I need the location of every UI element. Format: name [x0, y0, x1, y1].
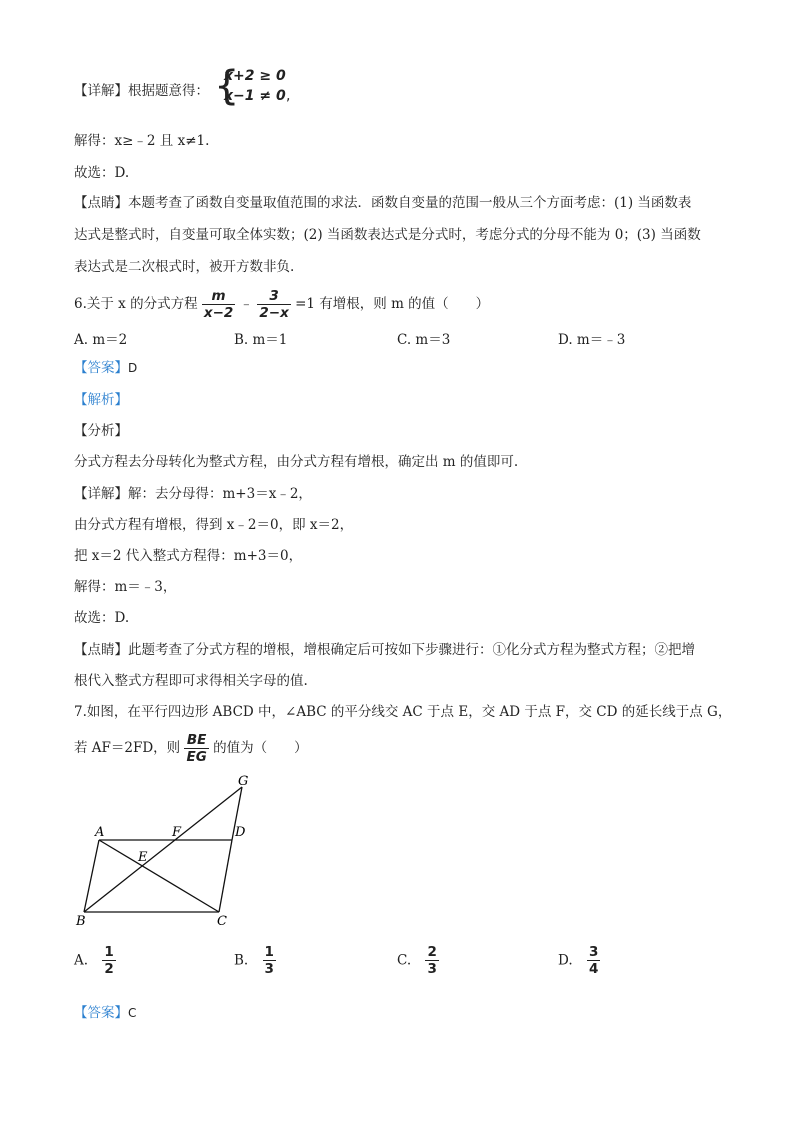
q5-comment-line-3: 表达式是二次根式时，被开方数非负. — [74, 259, 295, 275]
option-fraction — [587, 944, 600, 977]
frac-denominator: EG — [186, 749, 207, 765]
frac-numerator: m — [202, 288, 235, 305]
answer-tag: 【答案】 — [74, 360, 128, 376]
frac-denominator: 3 — [427, 961, 437, 977]
q6-comment-line-1 — [74, 641, 695, 659]
label-g: G — [238, 774, 249, 789]
detail-tag: 【详解】 — [74, 83, 128, 99]
q6-fenxi-tag: 【分析】 — [74, 423, 128, 439]
frac-denominator: 2 — [104, 961, 114, 977]
q6-fraction-2 — [257, 288, 290, 321]
q7-stem-pre: 若 AF＝2FD，则 — [74, 740, 181, 756]
frac-denominator: x−2 — [203, 305, 234, 321]
system-brace: { — [214, 63, 240, 109]
q7-option-b — [234, 944, 276, 977]
q6-stem-post: =1 有增根，则 m 的值（ ） — [295, 296, 490, 312]
segment-dc — [219, 840, 232, 912]
comment-tag: 【点睛】 — [74, 195, 128, 211]
label-a: A — [95, 825, 105, 840]
option-fraction — [102, 944, 115, 977]
q6-option-d: D. m＝﹣3 — [558, 332, 626, 348]
frac-numerator: 1 — [264, 944, 274, 960]
segment-dg — [232, 787, 242, 840]
segment-ac — [99, 840, 219, 912]
label-f: F — [172, 825, 182, 840]
q6-comment-line-2: 根代入整式方程即可求得相关字母的值. — [74, 673, 308, 689]
q6-detail-line-3: 把 x＝2 代入整式方程得：m+3＝0， — [74, 548, 303, 564]
q7-option-d — [558, 944, 600, 977]
comment-tag: 【点睛】 — [74, 642, 128, 658]
frac-denominator: 3 — [264, 961, 274, 977]
label-c: C — [217, 914, 227, 929]
label-e: E — [138, 850, 148, 865]
q6-option-b: B. m＝1 — [234, 332, 288, 348]
q7-option-c — [397, 944, 439, 977]
frac-numerator: 3 — [588, 944, 599, 960]
q7-stem-line-2 — [74, 732, 308, 765]
frac-numerator: 3 — [257, 288, 290, 305]
q6-minus: ﹣ — [239, 296, 254, 312]
system-line-1: x+2 ≥ 0 — [224, 68, 286, 84]
q7-fraction — [184, 732, 208, 765]
q5-comment-line-1 — [74, 194, 691, 212]
q5-choose: 故选：D. — [74, 165, 130, 181]
q6-detail-line-4: 解得：m＝﹣3， — [74, 579, 177, 595]
segment-bg — [84, 787, 242, 912]
option-fraction — [263, 944, 276, 977]
option-letter: D. — [558, 952, 573, 969]
q5-comment-line-2: 达式是整式时，自变量可取全体实数；(2) 当函数表达式是分式时，考虑分式的分母不能为 0；(3) 当函数 — [74, 227, 701, 243]
q5-solve: 解得：x≥﹣2 且 x≠1. — [74, 133, 210, 149]
frac-numerator: 1 — [104, 944, 114, 960]
frac-denominator: 2−x — [259, 305, 289, 321]
option-letter: B. — [234, 952, 249, 969]
answer-value: D — [128, 361, 138, 375]
q6-stem-pre: 6.关于 x 的分式方程 — [74, 296, 198, 312]
q6-option-a: A. m＝2 — [74, 332, 128, 348]
q6-fraction-1 — [202, 288, 235, 321]
answer-tag: 【答案】 — [74, 1005, 128, 1021]
q5-detail-line — [74, 82, 209, 100]
option-fraction — [425, 944, 438, 977]
q7-stem-line-1: 7.如图，在平行四边形 ABCD 中，∠ABC 的平分线交 AC 于点 E，交 AD 于点 F，交 CD 的延长线于点 G， — [74, 704, 732, 720]
segment-ab — [84, 840, 99, 912]
frac-numerator: BE — [184, 732, 208, 749]
detail-text: 根据题意得： — [128, 83, 209, 99]
answer-value: C — [128, 1006, 137, 1020]
option-letter: A. — [74, 952, 89, 969]
label-b: B — [76, 914, 86, 929]
comment-text: 本题考查了函数自变量取值范围的求法．函数自变量的范围一般从三个方面考虑：(1) 当函数表 — [128, 195, 692, 211]
q6-detail-line-1 — [74, 485, 312, 503]
q6-fenxi-text: 分式方程去分母转化为整式方程，由分式方程有增根，确定出 m 的值即可. — [74, 454, 519, 470]
comment-text: 此题考查了分式方程的增根，增根确定后可按如下步骤进行：①化分式方程为整式方程；②把增 — [128, 642, 695, 658]
q6-stem — [74, 288, 489, 321]
q7-answer — [74, 1004, 136, 1022]
detail-text: 解：去分母得：m+3＝x﹣2， — [128, 486, 312, 502]
detail-tag: 【详解】 — [74, 486, 128, 502]
frac-denominator: 4 — [588, 961, 599, 977]
q6-analysis-tag: 【解析】 — [74, 392, 128, 408]
frac-numerator: 2 — [427, 944, 437, 960]
system-line-2: x−1 ≠ 0 — [224, 88, 286, 104]
q6-answer — [74, 359, 137, 377]
label-d: D — [235, 825, 246, 840]
q7-option-a — [74, 944, 116, 977]
system-comma: , — [286, 88, 291, 104]
option-letter: C. — [397, 952, 412, 969]
q6-option-c: C. m＝3 — [397, 332, 451, 348]
q7-stem-post: 的值为（ ） — [213, 740, 308, 756]
q6-detail-line-5: 故选：D. — [74, 610, 130, 626]
q6-detail-line-2: 由分式方程有增根，得到 x﹣2＝0，即 x＝2， — [74, 517, 354, 533]
